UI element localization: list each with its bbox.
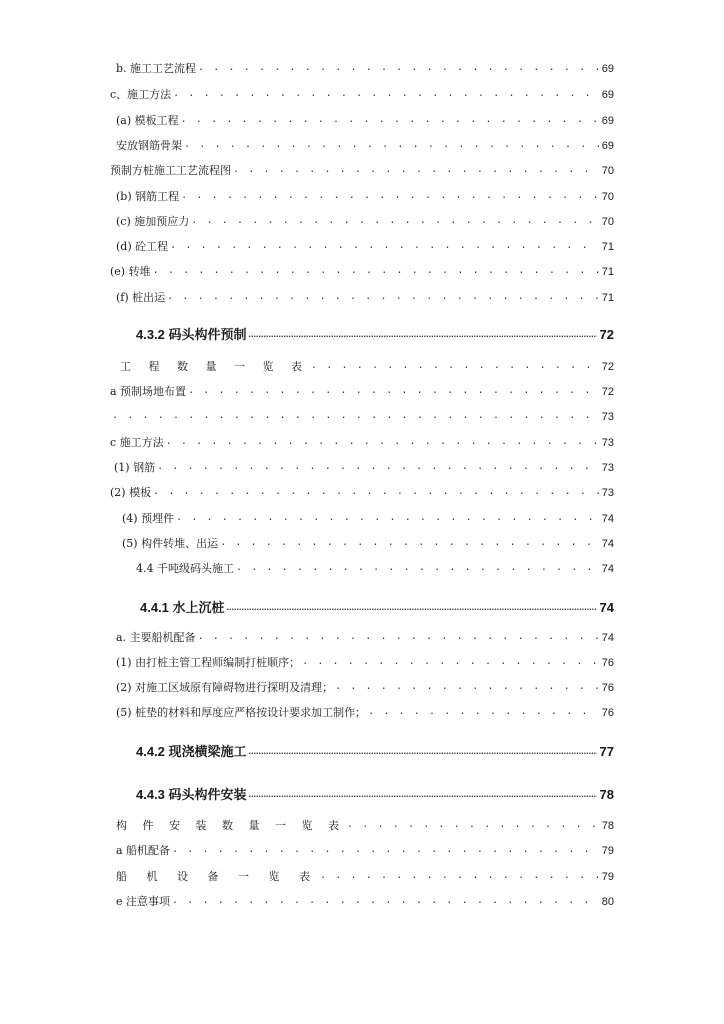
- toc-entry-page: 69: [601, 89, 614, 101]
- toc-entry[interactable]: [110, 58, 614, 76]
- toc-entry[interactable]: [110, 627, 614, 645]
- toc-leader-dots: [181, 114, 599, 128]
- toc-leader-dots: [347, 819, 599, 833]
- toc-leader-dots: [184, 139, 599, 153]
- toc-entry[interactable]: [110, 381, 614, 399]
- toc-entry-label: (4) 预埋件: [122, 512, 175, 525]
- toc-entry-page: 73: [601, 487, 614, 499]
- toc-entry-page: 73: [601, 462, 614, 474]
- toc-entry-label: 工 程 数 量 一 览 表: [120, 360, 309, 373]
- toc-entry-label: (f) 桩出运: [116, 291, 166, 304]
- toc-leader-dots: [368, 706, 599, 720]
- toc-entry-page: 72: [601, 386, 614, 398]
- toc-entry-label: 4.4.1 水上沉桩: [140, 600, 225, 615]
- toc-leader-dots: [302, 656, 599, 670]
- toc-entry-page: 76: [601, 682, 614, 694]
- toc-entry-page: 69: [601, 63, 614, 75]
- toc-leader-dots: [188, 385, 599, 399]
- toc-entry-label: 4.3.2 码头构件预制: [136, 327, 247, 342]
- toc-leader-dots: [153, 486, 599, 500]
- toc-entry-page: 79: [601, 845, 614, 857]
- toc-entry-page: 76: [601, 657, 614, 669]
- toc-leader-dots: [157, 461, 599, 475]
- toc-entry[interactable]: [110, 287, 614, 305]
- toc-section-heading[interactable]: [110, 737, 614, 759]
- toc-leader-dots: [249, 788, 597, 802]
- toc-entry-page: 70: [601, 191, 614, 203]
- toc-entry-label: 4.4.3 码头构件安装: [136, 787, 247, 802]
- toc-entry-page: 78: [601, 820, 614, 832]
- toc-leader-dots: [249, 328, 597, 342]
- toc-entry[interactable]: [110, 702, 614, 720]
- toc-entry[interactable]: [110, 815, 614, 833]
- toc-entry-page: 78: [599, 787, 614, 802]
- toc-leader-dots: [173, 88, 599, 102]
- toc-entry[interactable]: [110, 866, 614, 884]
- toc-entry[interactable]: [110, 482, 614, 500]
- toc-leader-dots: [170, 240, 599, 254]
- toc-entry-label: (1) 由打桩主管工程师编制打桩顺序；: [116, 656, 301, 669]
- toc-entry-page: 80: [601, 896, 614, 908]
- toc-section-heading[interactable]: [110, 320, 614, 342]
- toc-leader-dots: [166, 436, 599, 450]
- toc-entry-page: 79: [601, 871, 614, 883]
- toc-entry-page: 70: [601, 216, 614, 228]
- toc-leader-dots: [236, 562, 599, 576]
- toc-leader-dots: [227, 601, 597, 615]
- toc-entry-page: 73: [601, 411, 614, 423]
- toc-entry-page: 74: [601, 538, 614, 550]
- toc-leader-dots: [335, 681, 599, 695]
- toc-entry-page: 69: [601, 140, 614, 152]
- toc-entry-page: 73: [601, 437, 614, 449]
- toc-leader-dots: [311, 360, 599, 374]
- toc-entry-label: a. 主要船机配备: [116, 631, 196, 644]
- toc-entry-label: (2) 对施工区域原有障碍物进行探明及清理；: [116, 681, 334, 694]
- toc-entry[interactable]: [110, 110, 614, 128]
- toc-entry-label: (c) 施加预应力: [116, 215, 190, 228]
- toc-entry-label: 构 件 安 装 数 量 一 览 表: [116, 819, 345, 832]
- toc-entry-page: 74: [599, 600, 614, 615]
- toc-leader-dots: [191, 215, 599, 229]
- toc-entry-label: c、施工方法: [110, 88, 172, 101]
- toc-entry[interactable]: [110, 558, 614, 576]
- toc-entry-page: 72: [599, 327, 614, 342]
- toc-entry-label: a 船机配备: [116, 844, 171, 857]
- toc-entry-page: 71: [601, 241, 614, 253]
- toc-entry-page: 76: [601, 707, 614, 719]
- toc-entry[interactable]: [110, 457, 614, 475]
- toc-entry-label: (1) 钢筋: [114, 461, 156, 474]
- toc-leader-dots: [176, 512, 599, 526]
- toc-leader-dots: [249, 745, 597, 759]
- toc-leader-dots: [198, 631, 599, 645]
- toc-leader-dots: [220, 537, 599, 551]
- toc-entry-label: c 施工方法: [110, 436, 164, 449]
- toc-entry[interactable]: [110, 406, 614, 424]
- toc-leader-dots: [320, 870, 599, 884]
- toc-entry-page: 74: [601, 513, 614, 525]
- toc-leader-dots: [167, 291, 599, 305]
- toc-leader-dots: [153, 265, 599, 279]
- toc-entry-page: 72: [601, 361, 614, 373]
- toc-entry[interactable]: [110, 432, 614, 450]
- toc-entry-label: e 注意事项: [116, 895, 171, 908]
- toc-entry[interactable]: [110, 840, 614, 858]
- toc-entry-label: (a) 模板工程: [116, 114, 179, 127]
- toc-entry[interactable]: [110, 356, 614, 374]
- toc-entry[interactable]: [110, 533, 614, 551]
- toc-entry-label: (b) 钢筋工程: [116, 190, 180, 203]
- toc-section-heading[interactable]: [110, 780, 614, 802]
- toc-entry[interactable]: [110, 677, 614, 695]
- toc-leader-dots: [233, 164, 599, 178]
- toc-entry-label: (e) 转堆: [110, 265, 151, 278]
- toc-entry[interactable]: [110, 261, 614, 279]
- toc-leader-dots: [172, 895, 599, 909]
- toc-entry[interactable]: [110, 652, 614, 670]
- toc-entry-label: 预制方桩施工工艺流程图: [110, 164, 231, 177]
- toc-entry[interactable]: [110, 236, 614, 254]
- toc-entry-page: 71: [601, 266, 614, 278]
- toc-section-heading[interactable]: [110, 593, 614, 615]
- toc-entry-page: 77: [599, 744, 614, 759]
- toc-leader-dots: [198, 62, 599, 76]
- toc-entry-label: 4.4 千吨级码头施工: [136, 562, 234, 575]
- toc-entry-label: 安放钢筋骨架: [116, 139, 182, 152]
- toc-leader-dots: [181, 190, 599, 204]
- toc-entry-label: 船 机 设 备 一 览 表: [116, 870, 318, 883]
- toc-leader-dots: [172, 844, 599, 858]
- toc-entry-label: b. 施工工艺流程: [116, 62, 197, 75]
- toc-entry[interactable]: [110, 211, 614, 229]
- toc-entry[interactable]: [110, 186, 614, 204]
- toc-leader-dots: [112, 410, 599, 424]
- toc-entry-label: a 预制场地布置: [110, 385, 187, 398]
- toc-entry[interactable]: [110, 84, 614, 102]
- toc-entry[interactable]: [110, 160, 614, 178]
- toc-entry-label: (5) 构件转堆、出运: [122, 537, 219, 550]
- toc-entry-page: 69: [601, 115, 614, 127]
- toc-entry-label: (2) 模板: [110, 486, 152, 499]
- toc-entry-page: 74: [601, 563, 614, 575]
- toc-entry-page: 71: [601, 292, 614, 304]
- toc-entry[interactable]: [110, 891, 614, 909]
- toc-entry-label: (d) 砼工程: [116, 240, 169, 253]
- toc-entry[interactable]: [110, 508, 614, 526]
- toc-entry-page: 70: [601, 165, 614, 177]
- toc-entry-label: (5) 桩垫的材料和厚度应严格按设计要求加工制作；: [116, 706, 367, 719]
- toc-entry-label: 4.4.2 现浇横梁施工: [136, 744, 247, 759]
- toc-entry-page: 74: [601, 632, 614, 644]
- toc-entry[interactable]: [110, 135, 614, 153]
